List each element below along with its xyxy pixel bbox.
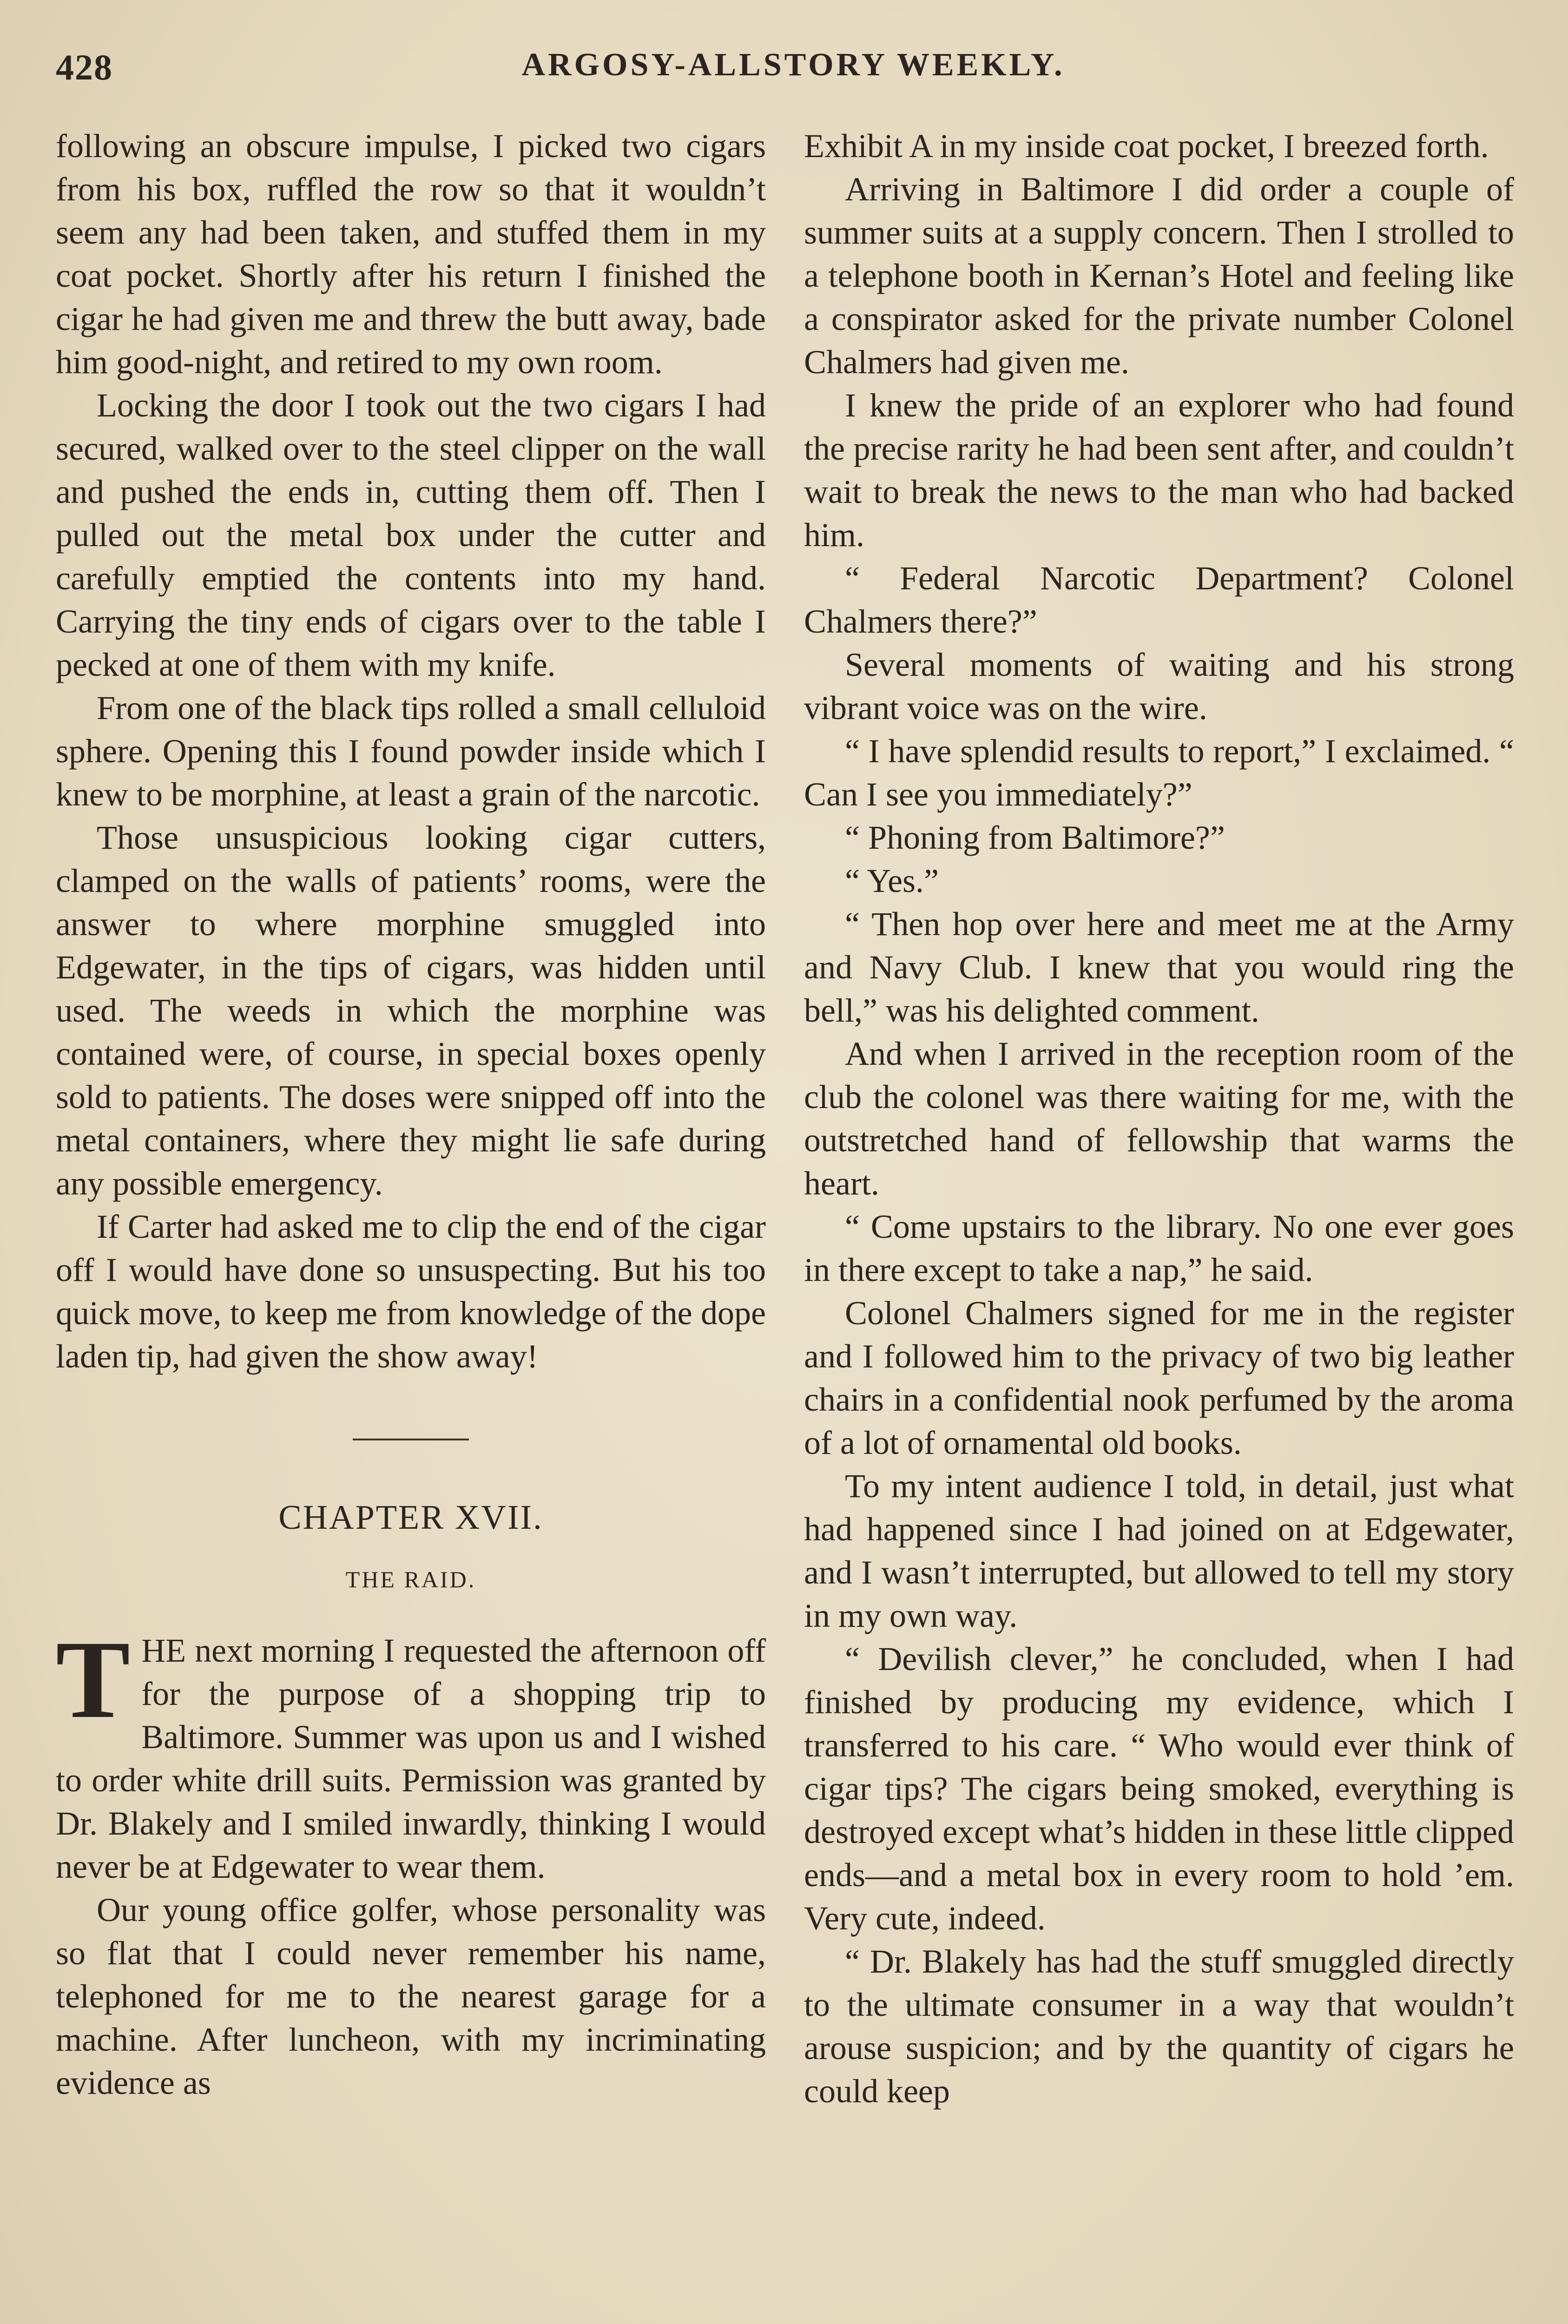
chapter-opening-paragraph bbox=[56, 1618, 766, 1888]
paragraph: Several moments of waiting and his strong vibrant voice was on the wire. bbox=[804, 646, 1514, 726]
paragraph: Those unsuspicious looking cigar cutters, clamped on the walls of patients’ rooms, were the answer to where morphine smuggled into Edgewater, in the tips of cigars, was hidden until used. The weeds in which the morphine was contained were, of course, in special boxes openly sold to patients. The doses were snipped off into the metal containers, where they might lie safe during any possible emergency. bbox=[56, 819, 766, 1202]
paragraph: Colonel Chalmers signed for me in the register and I followed him to the privacy of two big leather chairs in a confidential nook perfumed by the aroma of a lot of ornamental old books. bbox=[804, 1294, 1514, 1461]
right-column bbox=[804, 125, 1514, 2113]
paragraph: “ Federal Narcotic Department? Colonel Chalmers there?” bbox=[804, 560, 1514, 640]
chapter-title: THE RAID. bbox=[345, 1566, 476, 1592]
paragraph: “ I have splendid results to report,” I exclaimed. “ Can I see you immediately?” bbox=[804, 733, 1514, 813]
paragraph: If Carter had asked me to clip the end of the cigar off I would have done so unsuspecting. But his too quick move, to keep me from knowledge of the dope laden tip, had given the show away! bbox=[56, 1208, 766, 1375]
paragraph: And when I arrived in the reception room of the club the colonel was there waiting for me, with the outstretched hand of fellowship that warms the heart. bbox=[804, 1035, 1514, 1202]
paragraph: Our young office golfer, whose personality was so flat that I could never remember his name, telephoned for me to the nearest garage for a machine. After luncheon, with my incriminating evidence as bbox=[56, 1891, 766, 2101]
paragraph: “ Phoning from Baltimore?” bbox=[845, 819, 1225, 856]
section-divider bbox=[353, 1439, 469, 1440]
paragraph: Locking the door I took out the two cigars I had secured, walked over to the steel clipper on the wall and pushed the ends in, cutting them off. Then I pulled out the metal box under the cutter and carefully emptied the contents into my hand. Carrying the tiny ends of cigars over to the table I pecked at one of them with my knife. bbox=[56, 387, 766, 683]
page-number: 428 bbox=[56, 47, 113, 87]
paragraph: To my intent audience I told, in detail, just what had happened since I had joined on at Edgewater, and I wasn’t interrupted, but allowed to tell my story in my own way. bbox=[804, 1467, 1514, 1634]
paragraph: Exhibit A in my inside coat pocket, I breezed forth. bbox=[804, 127, 1489, 165]
page-header bbox=[56, 46, 1531, 98]
paragraph: Arriving in Baltimore I did order a couple of summer suits at a supply concern. Then I strolled to a telephone booth in Kernan’s Hotel and feeling like a conspirator asked for the private number Colonel Chalmers had given me. bbox=[804, 171, 1514, 381]
paragraph: “ Devilish clever,” he concluded, when I had finished by producing my evidence, which I transferred to his care. “ Who would ever think of cigar tips? The cigars being smoked, everything is destroyed except what’s hidden in these little clipped ends—and a metal box in every room to hold ’em. Very cute, indeed. bbox=[804, 1640, 1514, 1937]
paragraph: “ Then hop over here and meet me at the Army and Navy Club. I knew that you would ring the bell,” was his delighted comment. bbox=[804, 905, 1514, 1029]
paragraph: From one of the black tips rolled a small celluloid sphere. Opening this I found powder inside which I knew to be morphine, at least a grain of the narcotic. bbox=[56, 689, 766, 813]
left-column bbox=[56, 125, 766, 2105]
paragraph: “ Dr. Blakely has had the stuff smuggled directly to the ultimate consumer in a way that wouldn’t arouse suspicion; and by the quantity of cigars he could keep bbox=[804, 1943, 1514, 2110]
chapter-heading: CHAPTER XVII. bbox=[278, 1499, 543, 1537]
running-title: ARGOSY-ALLSTORY WEEKLY. bbox=[521, 47, 1065, 83]
paragraph: “ Come upstairs to the library. No one ever goes in there except to take a nap,” he said. bbox=[804, 1208, 1514, 1288]
paragraph-text: HE next morning I requested the afternoon off for the purpose of a shopping trip to Baltimore. Summer was upon us and I wished to order white drill suits. Permission was granted by Dr. Blakely and I smiled inwardly, thinking I would never be at Edgewater to wear them. bbox=[56, 1632, 766, 1885]
paragraph: “ Yes.” bbox=[845, 862, 939, 899]
drop-cap: T bbox=[56, 1618, 131, 1741]
paragraph: I knew the pride of an explorer who had found the precise rarity he had been sent after, and couldn’t wait to break the news to the man who had backed him. bbox=[804, 387, 1514, 554]
paragraph: following an obscure impulse, I picked two cigars from his box, ruffled the row so that it wouldn’t seem any had been taken, and stuffed them in my coat pocket. Shortly after his return I finished the cigar he had given me and threw the butt away, bade him good-night, and retired to my own room. bbox=[56, 127, 766, 381]
